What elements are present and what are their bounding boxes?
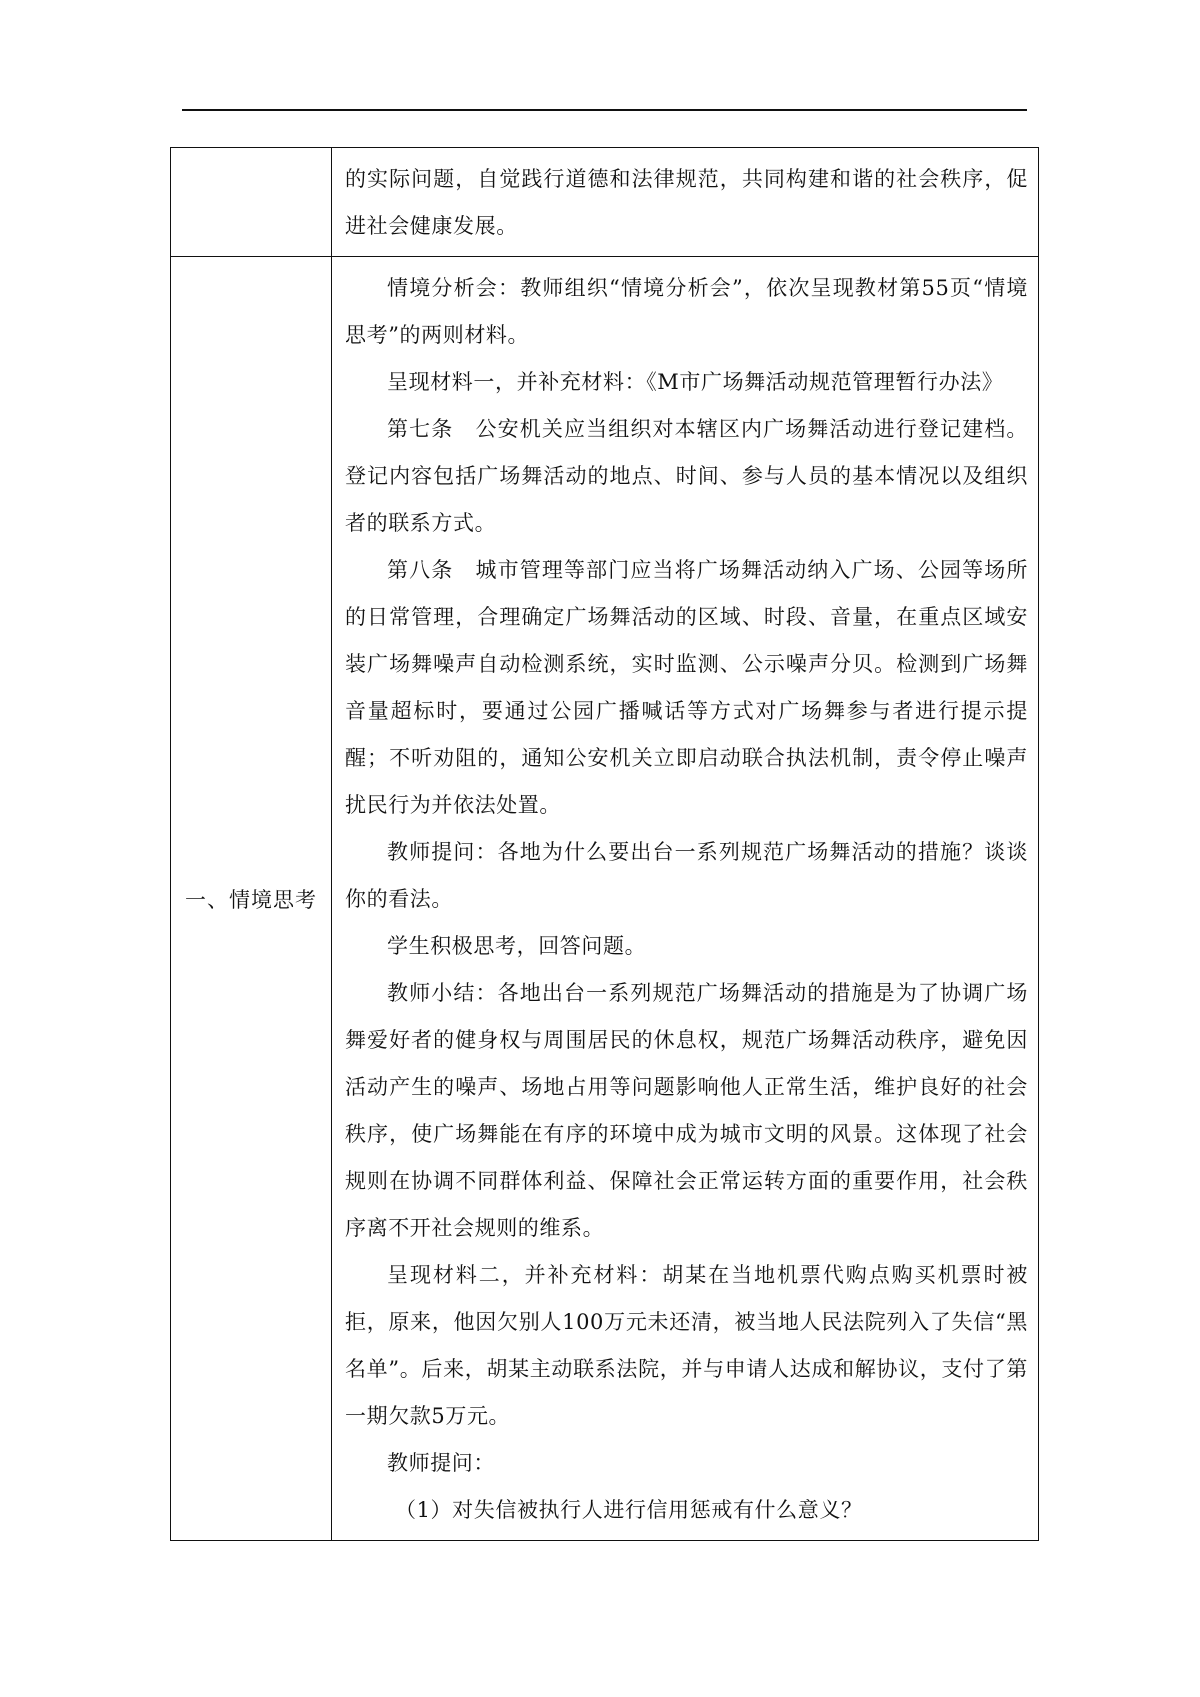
teacher-summary-paragraph: 教师小结：各地出台一系列规范广场舞活动的措施是为了协调广场舞爱好者的健身权与周围居民的休息权，规范广场舞活动秩序，避免因活动产生的噪声、场地占用等问题影响他人正常生活，维护良好的社会秩序，使广场舞能在有序的环境中成为城市文明的风景。这体现了社会规则在协调不同群体利益、保障社会正常运转方面的重要作用，社会秩序离不开社会规则的维系。: [345, 981, 1028, 1240]
scenario-intro-paragraph: 情境分析会：教师组织“情境分析会”，依次呈现教材第55页“情境思考”的两则材料。: [345, 276, 1028, 347]
content-cell: [332, 148, 1039, 257]
teacher-question-paragraph: 教师提问：各地为什么要出台一系列规范广场舞活动的措施？谈谈你的看法。: [345, 840, 1028, 911]
section-label-cell: 一、情境思考: [171, 257, 332, 1541]
lesson-plan-table: [170, 147, 1039, 1541]
table-row: [171, 257, 1039, 1541]
question-one-paragraph: （1）对失信被执行人进行信用惩戒有什么意义？: [395, 1498, 863, 1522]
material-two-paragraph: 呈现材料二，并补充材料：胡某在当地机票代购点购买机票时被拒，原来，他因欠别人100万元未还清，被当地人民法院列入了失信“黑名单”。后来，胡某主动联系法院，并与申请人达成和解协议，支付了第一期欠款5万元。: [345, 1263, 1028, 1428]
header-rule: [182, 109, 1027, 111]
teacher-question-label: 教师提问：: [387, 1451, 495, 1475]
student-response-paragraph: 学生积极思考，回答问题。: [387, 934, 647, 958]
article-seven-paragraph: 第七条 公安机关应当组织对本辖区内广场舞活动进行登记建档。登记内容包括广场舞活动的地点、时间、参与人员的基本情况以及组织者的联系方式。: [345, 417, 1028, 535]
content-cell: [332, 257, 1039, 1541]
material-one-paragraph: 呈现材料一，并补充材料：《M市广场舞活动规范管理暂行办法》: [387, 370, 1004, 394]
article-eight-paragraph: 第八条 城市管理等部门应当将广场舞活动纳入广场、公园等场所的日常管理，合理确定广场舞活动的区域、时段、音量，在重点区域安装广场舞噪声自动检测系统，实时监测、公示噪声分贝。检测到广场舞音量超标时，要通过公园广播喊话等方式对广场舞参与者进行提示提醒；不听劝阻的，通知公安机关立即启动联合执法机制，责令停止噪声扰民行为并依法处置。: [345, 558, 1028, 817]
continuation-paragraph: 的实际问题，自觉践行道德和法律规范，共同构建和谐的社会秩序，促进社会健康发展。: [345, 167, 1028, 238]
section-label-cell: [171, 148, 332, 257]
table-row: [171, 148, 1039, 257]
